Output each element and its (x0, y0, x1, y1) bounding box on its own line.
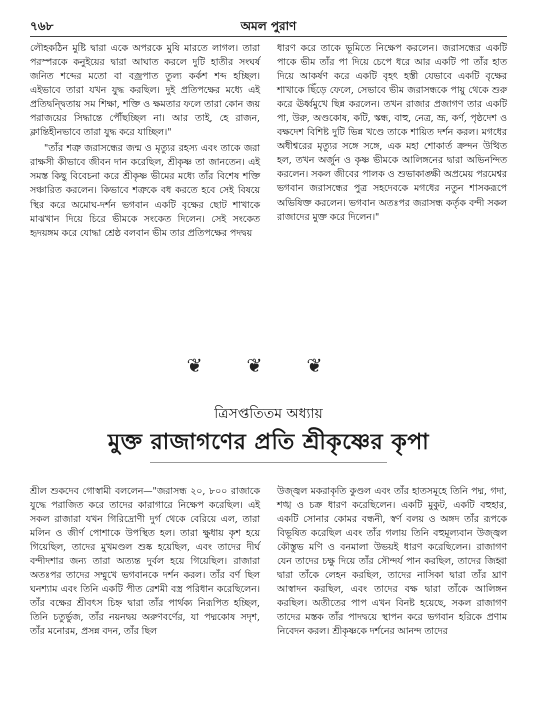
floral-ornament-icon: ❦ (306, 355, 351, 377)
floral-ornament-icon: ❦ (246, 355, 291, 377)
chapter-number: ত্রিসপ্ততিতম অধ্যায় (214, 406, 323, 422)
column-left-bottom (30, 485, 260, 640)
paragraph: "তাঁর শত্রু জরাসন্ধের জন্ম ও মৃত্যুর রহস্য এবং তাকে জরা রাক্ষসী কীভাবে জীবন দান করেছিল, শ্রীকৃষ্ণ তা জানতেন। এই সমস্ত কিছু বিবেচনা করে শ্রীকৃষ্ণ ভীমের মধ্যে তাঁর বিশেষ শক্তি সঞ্চারিত করলেন। কিভাবে শত্রুকে বধ করতে হবে সেই বিষয়ে স্থির করে অমোঘ-দর্শন ভগবান একটি বৃক্ষের ছোট শাখাকে মাঝখান দিয়ে চিরে ভীমকে সংকেত দিলেন। সেই সংকেত হৃদয়ঙ্গম করে যোদ্ধা শ্রেষ্ঠ বলবান ভীম তার প্রতিপক্ষের পদদ্বয় (30, 143, 260, 239)
section-ornaments (0, 355, 537, 381)
paragraph: শ্রীল শুকদেব গোস্বামী বললেন—"জরাসন্ধ ২০, ৮০০ রাজাকে যুদ্ধে পরাজিত করে তাদের কারাগারে নিক্ষেপ করেছিল। এই সকল রাজারা যখন গিরিদ্রোণী দুর্গ থেকে বেরিয়ে এল, তারা মলিন ও জীর্ণ পোশাকে উপস্থিত হল। তারা ক্ষুধায় কৃশ হয়ে গিয়েছিল, তাদের মুখমণ্ডল শুষ্ক হয়েছিল, এবং তাদের দীর্ঘ বন্দীদশার জন্য তারা অত্যন্ত দুর্বল হয়ে গিয়েছিল। রাজারা অতঃপর তাদের সম্মুখে ভগবানকে দর্শন করল। তাঁর বর্ণ ছিল ঘনশ্যাম এবং তিনি একটি পীত রেশমী বস্ত্র পরিধান করেছিলেন। তাঁর বক্ষের শ্রীবৎস চিহ্ন দ্বারা তাঁর পার্থক্য নিরূপিত হচ্ছিল, তিনি চতুর্ভুজ, তাঁর নয়নদ্বয় অরুণবর্ণের, যা পদ্মকোষ সদৃশ, তাঁর মনোরম, প্রসন্ন বদন, তাঁর ছিল (30, 486, 260, 638)
chapter-title: মুক্ত রাজাগণের প্রতি শ্রীকৃষ্ণের কৃপা (107, 429, 430, 455)
chapter-underline (150, 462, 387, 463)
column-left-top (30, 42, 260, 241)
page-header (30, 14, 507, 36)
floral-ornament-icon: ❦ (186, 355, 231, 377)
column-right-bottom (277, 485, 507, 640)
paragraph: ধারণ করে তাকে ভূমিতে নিক্ষেপ করলেন। জরাসন্ধের একটি পাকে ভীম তাঁর পা দিয়ে চেপে ধরে আর একটি পা তাঁর হাত দিয়ে আকর্ষণ করে একটি বৃহৎ হস্তী যেভাবে একটি বৃক্ষের শাখাকে ছিঁড়ে ফেলে, সেভাবে ভীম জরাসন্ধকে পায়ু থেকে শুরু করে ঊর্ধ্বমুখে ছিন্ন করলেন। তখন রাজার প্রজাগণ তার একটি পা, উরু, অণ্ডকোষ, কটি, স্কন্ধ, বাহু, নেত্র, ভ্রূ, কর্ণ, পৃষ্ঠদেশ ও বক্ষদেশ বিশিষ্ট দুটি ভিন্ন খণ্ডে তাকে শায়িত দর্শন করল। মগধের অধীশ্বরের মৃত্যুর সঙ্গে সঙ্গে, এক মহা শোকার্ত ক্রন্দন উত্থিত হল, তখন অর্জুন ও কৃষ্ণ ভীমকে আলিঙ্গনের দ্বারা অভিনন্দিত করলেন। সকল জীবের পালক ও শুভাকাঙ্ক্ষী অপ্রমেয় পরমেশ্বর ভগবান জরাসন্ধের পুত্র সহদেবকে মগধের নতুন শাসকরূপে অভিষিক্ত করলেন। ভগবান অতঃপর জরাসন্ধ কর্তৃক বন্দী সকল রাজাদের মুক্ত করে দিলেন।" (277, 43, 507, 223)
running-title: অমল পুরাণ (240, 19, 297, 33)
header-rule (30, 36, 507, 37)
page-number: ৭৬৮ (30, 19, 54, 33)
paragraph: লৌহকঠিন মুষ্টি দ্বারা একে অপরকে মুষি মারতে লাগল। তারা পরস্পরকে কনুইয়ের দ্বারা আঘাত করলে দুটি হাতীর সংঘর্ষ জনিত শব্দের মতো বা বজ্রপাত তুল্য কর্কশ শব্দ হচ্ছিল। এইভাবে তারা যখন যুদ্ধ করছিল। দুই প্রতিপক্ষের মধ্যে এই প্রতিদ্বন্দ্বিতায় সম শিক্ষা, শক্তি ও ক্ষমতার ফলে তারা কোন জয় পরাজয়ের সিদ্ধান্তে পৌঁছচ্ছিল না। আর তাই, হে রাজন, ক্লান্তিহীনভাবে তারা যুদ্ধ করে যাচ্ছিল।" (30, 43, 260, 139)
paragraph: উজ্জ্বল মকরাকৃতি কুণ্ডল এবং তাঁর হাতসমূহে তিনি পদ্ম, গদা, শঙ্খ ও চক্র ধারণ করেছিলেন। একটি মুকুট, একটি বহুহার, একটি সোনার কোমর বন্ধনী, স্বর্ণ বলয় ও অঙ্গদ তাঁর রূপকে বিভূষিত করেছিল এবং তাঁর গলায় তিনি বহুমূল্যবান উজ্জ্বল কৌস্তুভ মণি ও বনমালা উভয়ই ধারণ করেছিলেন। রাজাগণ যেন তাদের চক্ষু দিয়ে তাঁর সৌন্দর্য পান করছিল, তাদের জিহ্বা দ্বারা তাঁকে লেহন করছিল, তাদের নাসিকা দ্বারা তাঁর ঘ্রাণ আস্বাদন করছিল, এবং তাদের বক্ষ দ্বারা তাঁকে আলিঙ্গন করছিল। অতীতের পাপ এখন বিনষ্ট হয়েছে, সকল রাজাগণ তাদের মস্তক তাঁর পাদদ্বয়ে স্থাপন করে ভগবান হরিকে প্রণাম নিবেদন করল। শ্রীকৃষ্ণকে দর্শনের আনন্দ তাদের (277, 486, 507, 638)
column-right-top (277, 42, 507, 225)
